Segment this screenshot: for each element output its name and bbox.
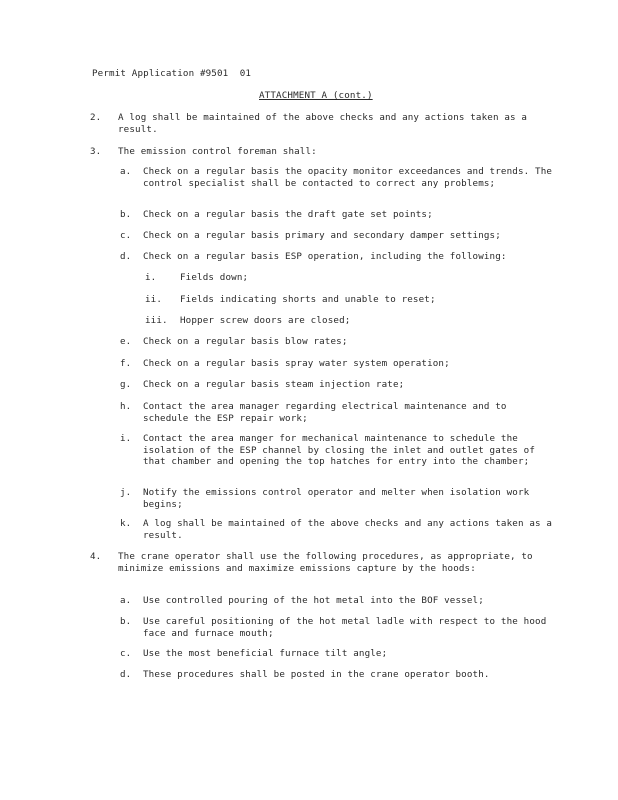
- subitem-label: ii.: [145, 294, 163, 305]
- item-label: i.: [120, 433, 132, 444]
- section-text: The crane operator shall use the following procedures, as appropriate, to minimize emissions and maximize emissions capture by the hoods:: [118, 551, 533, 574]
- permit-header: Permit Application #9501 01: [92, 68, 252, 79]
- item-label: j.: [120, 487, 132, 498]
- item-label: f.: [120, 358, 132, 369]
- item-text: Notify the emissions control operator and melter when isolation work begins;: [143, 487, 530, 510]
- item-text: A log shall be maintained of the above checks and any actions taken as a result.: [143, 518, 553, 541]
- item-text: Check on a regular basis steam injection rate;: [143, 379, 405, 390]
- subitem-text: Fields indicating shorts and unable to reset;: [180, 294, 436, 305]
- item-text: Contact the area manager regarding electrical maintenance and to schedule the ESP repair work;: [143, 401, 507, 424]
- item-text: Contact the area manger for mechanical maintenance to schedule the isolation of the ESP channel by closing the inlet and outlet gates of that chamber and opening the top hatches for entry into the chamber;: [143, 433, 536, 467]
- item-label: a.: [120, 166, 132, 177]
- item-label: d.: [120, 669, 132, 680]
- attachment-title: ATTACHMENT A (cont.): [259, 90, 373, 101]
- item-label: k.: [120, 518, 132, 529]
- item-text: Check on a regular basis blow rates;: [143, 336, 348, 347]
- item-text: Use the most beneficial furnace tilt angle;: [143, 648, 388, 659]
- item-label: c.: [120, 648, 132, 659]
- item-text: Use careful positioning of the hot metal ladle with respect to the hood face and furnace mouth;: [143, 616, 547, 639]
- item-text: Check on a regular basis primary and secondary damper settings;: [143, 230, 501, 241]
- item-label: b.: [120, 616, 132, 627]
- subitem-label: iii.: [145, 315, 168, 326]
- item-text: Use controlled pouring of the hot metal into the BOF vessel;: [143, 595, 484, 606]
- item-label: d.: [120, 251, 132, 262]
- item-label: a.: [120, 595, 132, 606]
- item-label: g.: [120, 379, 132, 390]
- item-label: c.: [120, 230, 132, 241]
- subitem-text: Hopper screw doors are closed;: [180, 315, 351, 326]
- item-text: Check on a regular basis the opacity monitor exceedances and trends. The control specialist shall be contacted to correct any problems;: [143, 166, 553, 189]
- subitem-label: i.: [145, 272, 157, 283]
- item-text: Check on a regular basis ESP operation, including the following:: [143, 251, 507, 262]
- item-label: b.: [120, 209, 132, 220]
- section-text: A log shall be maintained of the above checks and any actions taken as a result.: [118, 112, 528, 135]
- item-text: Check on a regular basis spray water system operation;: [143, 358, 450, 369]
- section-number: 2.: [90, 112, 102, 123]
- item-text: Check on a regular basis the draft gate set points;: [143, 209, 433, 220]
- item-label: e.: [120, 336, 132, 347]
- item-label: h.: [120, 401, 132, 412]
- section-number: 3.: [90, 146, 102, 157]
- item-text: These procedures shall be posted in the crane operator booth.: [143, 669, 490, 680]
- section-number: 4.: [90, 551, 102, 562]
- section-text: The emission control foreman shall:: [118, 146, 317, 157]
- subitem-text: Fields down;: [180, 272, 249, 283]
